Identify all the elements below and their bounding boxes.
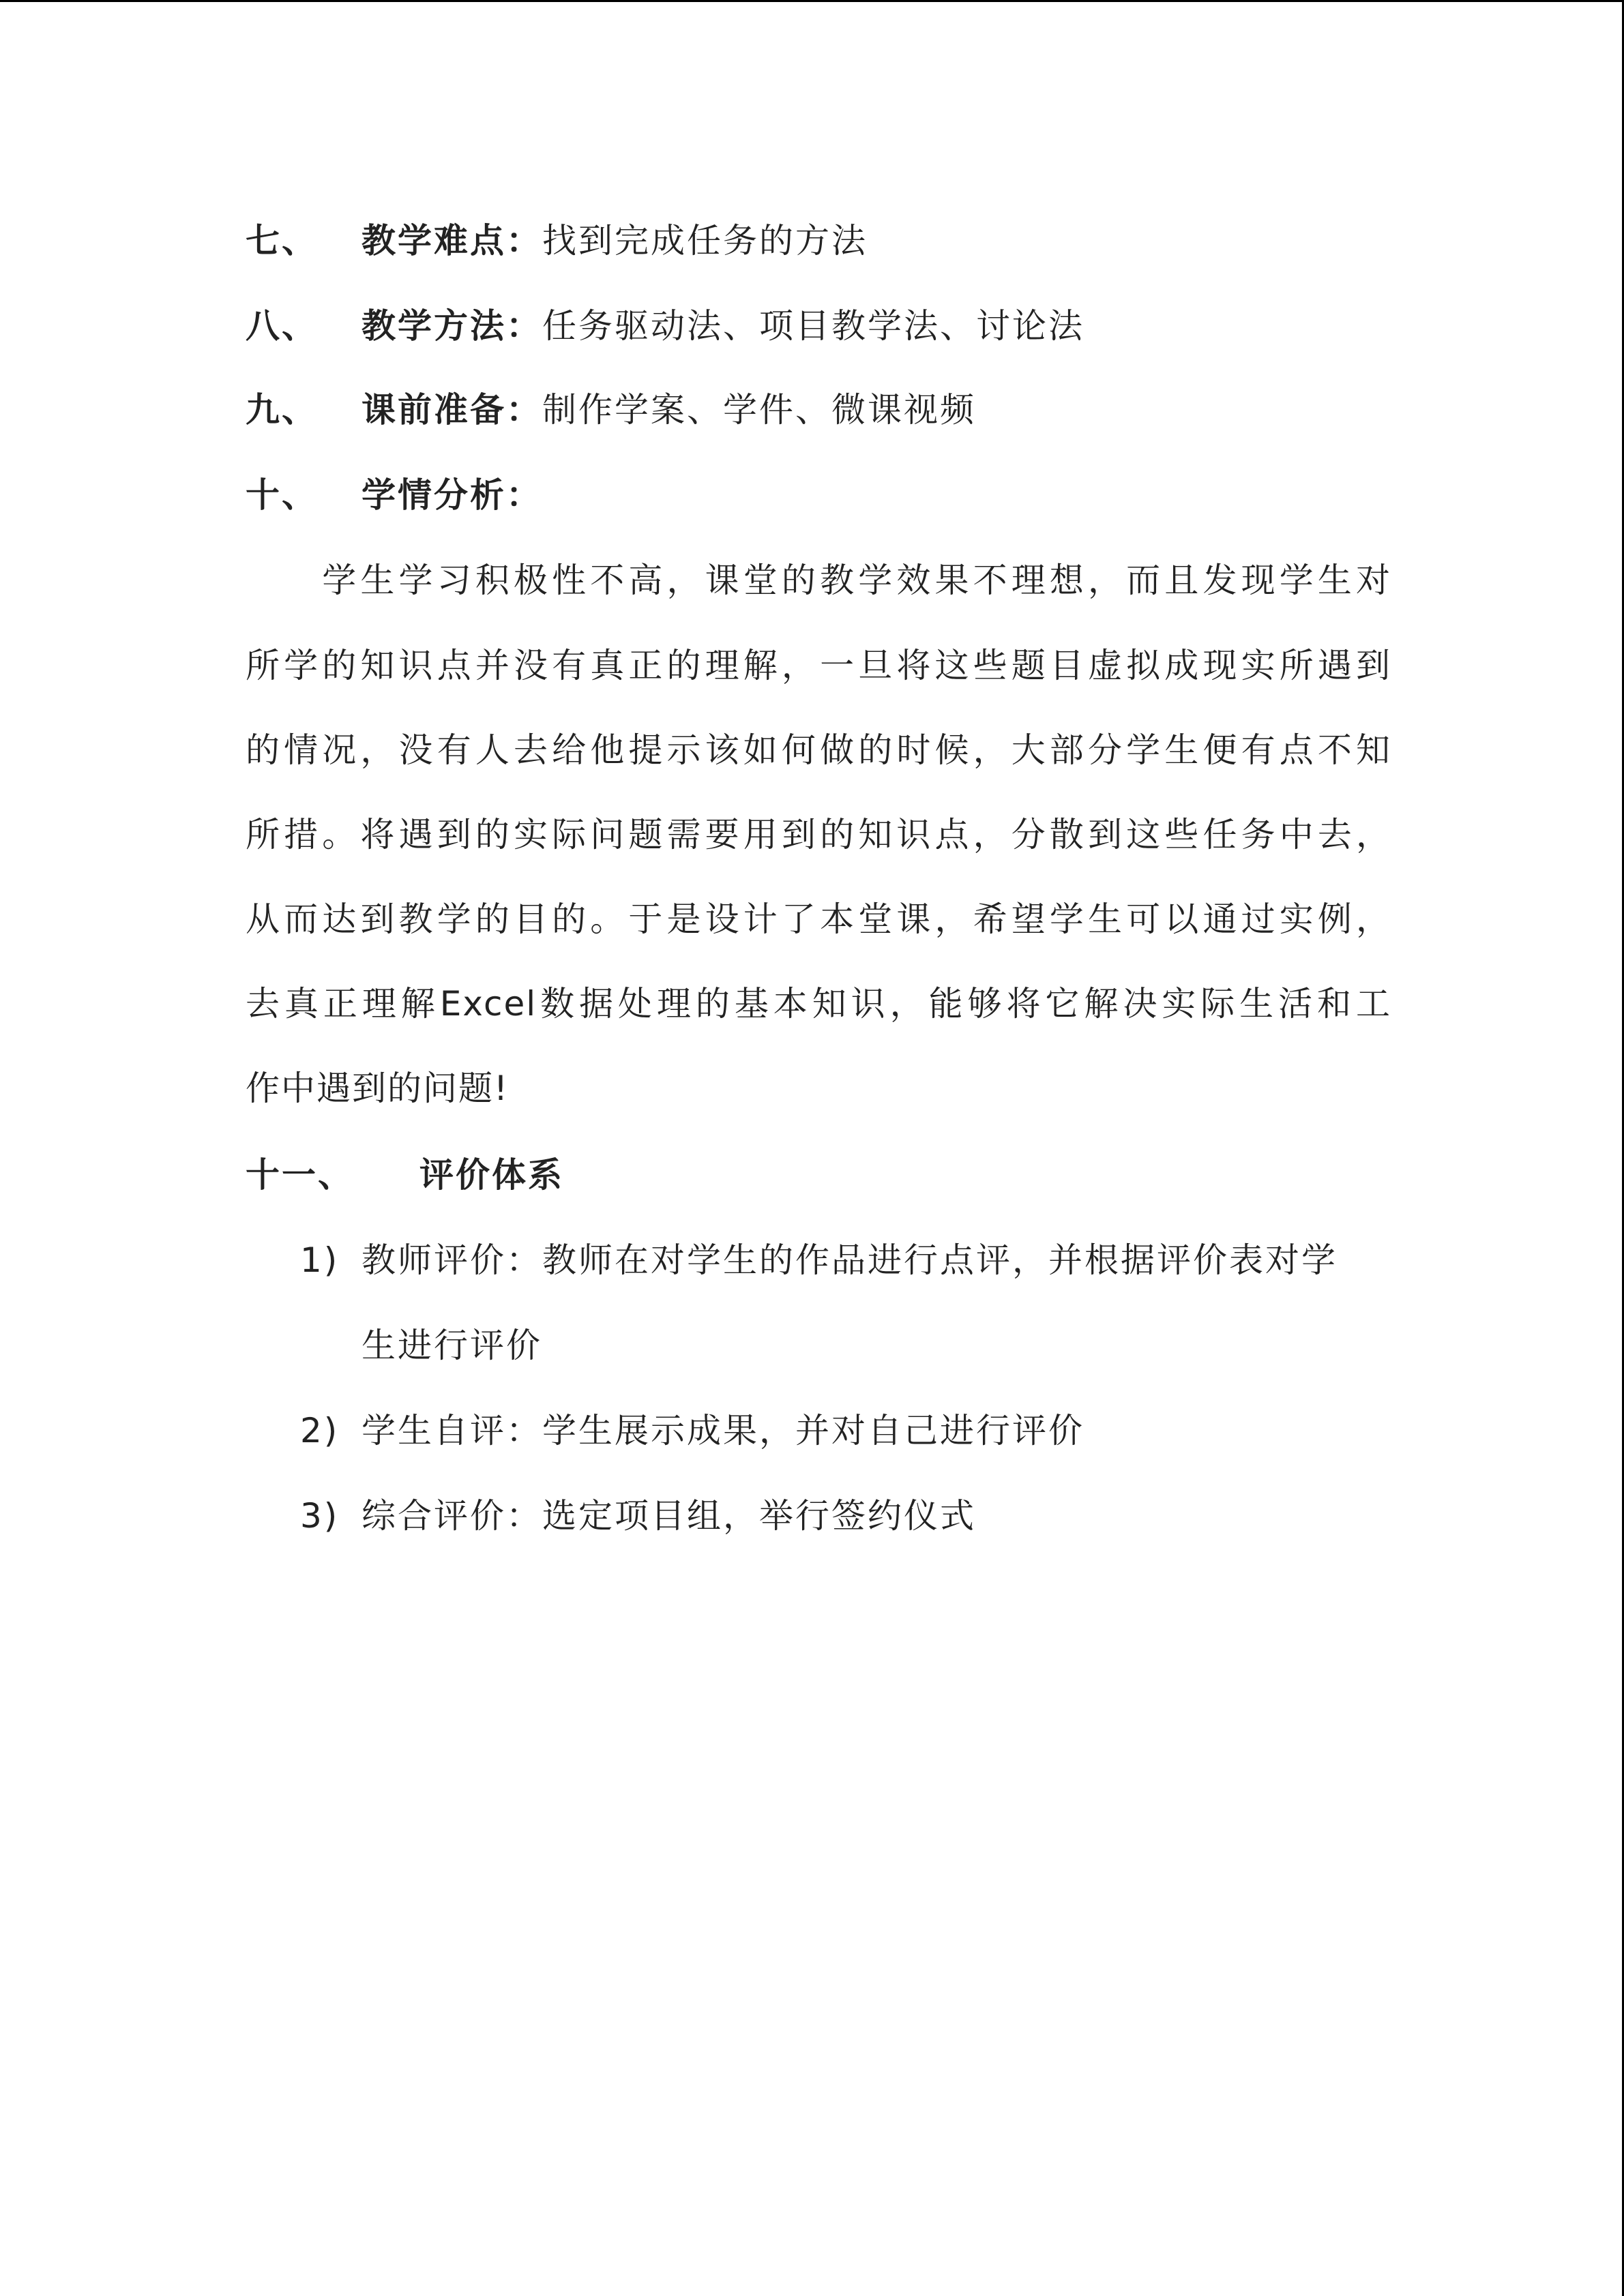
list-number: 3) xyxy=(300,1496,340,1536)
list-number: 2) xyxy=(300,1411,340,1450)
section-text: 找到完成任务的方法 xyxy=(542,221,868,260)
section-text: 任务驱动法、项目教学法、讨论法 xyxy=(542,306,1084,346)
eval-item-1 xyxy=(300,1240,1338,1281)
section-number: 七、 xyxy=(246,221,318,260)
section-label: 教学方法： xyxy=(361,306,542,346)
list-text: 学生自评：学生展示成果，并对自己进行评价 xyxy=(361,1411,1084,1450)
section-number: 八、 xyxy=(246,306,318,346)
paragraph-line: 所学的知识点并没有真正的理解，一旦将这些题目虚拟成现实所遇到 xyxy=(246,646,1391,685)
section-label: 评价体系 xyxy=(419,1155,564,1195)
list-text: 教师评价：教师在对学生的作品进行点评，并根据评价表对学 xyxy=(361,1240,1338,1280)
paragraph-line: 去真正理解Excel数据处理的基本知识，能够将它解决实际生活和工 xyxy=(246,984,1391,1024)
section-10 xyxy=(246,475,542,516)
paragraph-line: 从而达到教学的目的。于是设计了本堂课，希望学生可以通过实例， xyxy=(246,899,1391,939)
section-7 xyxy=(246,220,868,261)
paragraph-line: 所措。将遇到的实际问题需要用到的知识点，分散到这些任务中去， xyxy=(246,815,1391,854)
paragraph-line: 学生学习积极性不高，课堂的教学效果不理想，而且发现学生对 xyxy=(246,561,1391,600)
paragraph-line: 作中遇到的问题! xyxy=(246,1069,510,1108)
section-number: 十、 xyxy=(246,475,318,515)
eval-item-1-continuation: 生进行评价 xyxy=(361,1326,542,1365)
section-9 xyxy=(246,389,976,430)
section-number: 九、 xyxy=(246,390,318,430)
section-11 xyxy=(246,1154,564,1195)
list-number: 1) xyxy=(300,1240,340,1280)
section-number: 十一、 xyxy=(246,1155,354,1195)
section-8 xyxy=(246,305,1084,346)
list-text: 综合评价：选定项目组，举行签约仪式 xyxy=(361,1496,976,1536)
eval-item-2 xyxy=(300,1410,1084,1451)
section-label: 教学难点： xyxy=(361,221,542,260)
paragraph-line: 的情况，没有人去给他提示该如何做的时候，大部分学生便有点不知 xyxy=(246,730,1391,770)
section-text: 制作学案、学件、微课视频 xyxy=(542,390,976,430)
eval-item-3 xyxy=(300,1495,976,1536)
section-label: 课前准备： xyxy=(361,390,542,430)
section-label: 学情分析： xyxy=(361,475,542,515)
